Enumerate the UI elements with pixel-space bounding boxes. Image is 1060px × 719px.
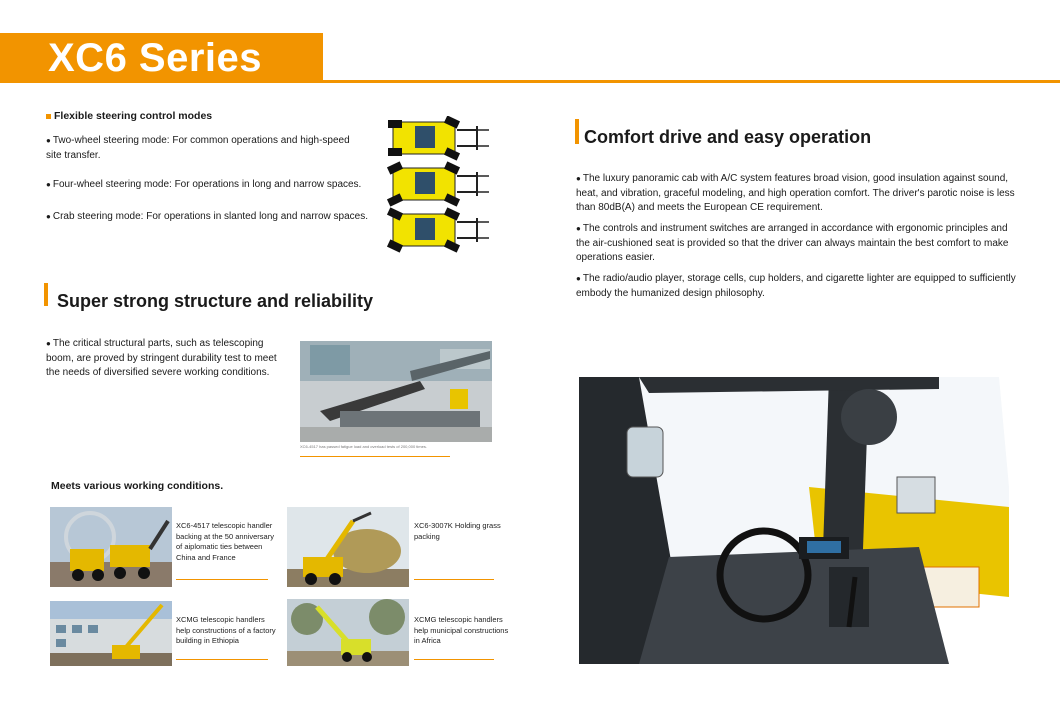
four-wheel-steering-diagram — [387, 161, 489, 206]
africa-municipal-photo — [287, 599, 409, 666]
condition-caption-africa: XCMG telescopic handlers help municipal constructions in Africa — [414, 615, 509, 645]
comfort-title-bar — [575, 119, 579, 144]
photo-caption-rule — [300, 456, 450, 457]
two-wheel-steering-diagram — [388, 116, 489, 161]
steering-diagrams — [385, 116, 495, 256]
steering-item-two-wheel: ● Two-wheel steering mode: For common operations and high-speed site transfer. — [46, 135, 350, 161]
france-event-photo — [50, 507, 172, 587]
comfort-item-controls: ● The controls and instrument switches are arranged in accordance with ergonomic principles and the air-cushioned seat is provided so that the driver can always maintain the best comfort to make operations easier. — [576, 223, 1009, 263]
caption-rule-grass — [414, 579, 494, 580]
ethiopia-factory-photo — [50, 601, 172, 666]
comfort-item-cab: ● The luxury panoramic cab with A/C system features broad vision, good insulation against sound, heat, and vibration, graceful modeling, and high operation comfort. The driver's parotic noise is less than 80dB(A) and meets the European CE requirement. — [576, 173, 1015, 213]
condition-caption-ethiopia: XCMG telescopic handlers help constructions of a factory building in Ethiopia — [176, 615, 276, 645]
condition-caption-grass: XC6-3007K Holding grass packing — [414, 521, 501, 541]
condition-caption-france: XC6-4517 telescopic handler backing at the 50 anniversary of aiplomatic ties between China and France — [176, 521, 274, 562]
crab-steering-diagram — [387, 207, 489, 252]
comfort-item-amenities: ● The radio/audio player, storage cells, cup holders, and cigarette lighter are equipped to sufficiently embody the humanized design philosophy. — [576, 273, 1016, 299]
page-title: XC6 Series — [48, 36, 263, 80]
square-bullet-icon — [46, 114, 51, 119]
caption-rule-france — [176, 579, 268, 580]
comfort-title: Comfort drive and easy operation — [584, 127, 872, 147]
steering-item-four-wheel: ● Four-wheel steering mode: For operations in long and narrow spaces. — [46, 179, 362, 190]
photo-caption: XC6-4517 has passed fatigue load and overload tests of 200,000 times. — [300, 444, 427, 449]
structure-title: Super strong structure and reliability — [57, 291, 374, 311]
caption-rule-africa — [414, 659, 494, 660]
structure-title-bar — [44, 283, 48, 306]
steering-heading: Flexible steering control modes — [46, 110, 212, 122]
cab-interior-photo — [579, 377, 1009, 664]
steering-item-crab: ● Crab steering mode: For operations in slanted long and narrow spaces. — [46, 211, 369, 222]
caption-rule-ethiopia — [176, 659, 268, 660]
header-rule — [323, 80, 1060, 83]
structure-text: ● The critical structural parts, such as telescoping boom, are proved by stringent durability test to meet the needs of diversified severe working conditions. — [46, 338, 277, 378]
conditions-heading: Meets various working conditions. — [51, 480, 224, 492]
workshop-test-photo — [300, 341, 492, 442]
grass-packing-photo — [287, 507, 409, 587]
